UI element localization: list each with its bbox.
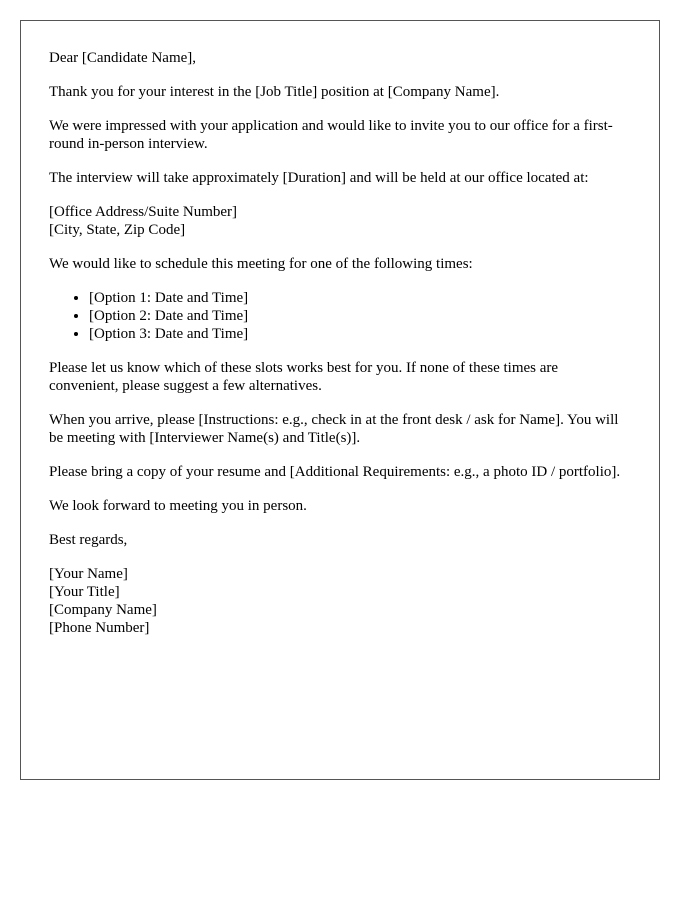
signature-line: [Company Name]	[49, 602, 157, 618]
schedule-intro: We would like to schedule this meeting for one of the following times:	[49, 256, 473, 272]
signature-block	[49, 565, 631, 637]
invite-paragraph: We were impressed with your application and would like to invite you to our office for a first-round in-person interview.	[49, 118, 613, 152]
address-line: [City, State, Zip Code]	[49, 222, 186, 238]
bring-paragraph: Please bring a copy of your resume and [Additional Requirements: e.g., a photo ID / portfolio].	[49, 464, 621, 480]
duration-paragraph: The interview will take approximately [Duration] and will be held at our office located at:	[49, 170, 589, 186]
greeting: Dear [Candidate Name],	[49, 50, 197, 66]
time-options-list	[49, 289, 631, 343]
signature-line: [Your Title]	[49, 584, 120, 600]
arrival-paragraph: When you arrive, please [Instructions: e.g., check in at the front desk / ask for Name]. You will be meeting with [Interviewer Name(s) and Title(s)].	[49, 412, 619, 446]
closing-line: We look forward to meeting you in person.	[49, 498, 307, 514]
letter-document	[20, 20, 660, 780]
address-line: [Office Address/Suite Number]	[49, 204, 238, 220]
signature-line: [Phone Number]	[49, 620, 150, 636]
slots-paragraph: Please let us know which of these slots works best for you. If none of these times are convenient, please suggest a few alternatives.	[49, 360, 559, 394]
signoff: Best regards,	[49, 532, 128, 548]
office-address	[49, 203, 631, 239]
thanks-paragraph: Thank you for your interest in the [Job Title] position at [Company Name].	[49, 84, 500, 100]
list-item: • [Option 2: Date and Time]	[89, 307, 631, 325]
list-item: • [Option 3: Date and Time]	[89, 325, 631, 343]
signature-line: [Your Name]	[49, 566, 128, 582]
list-item: • [Option 1: Date and Time]	[89, 289, 631, 307]
